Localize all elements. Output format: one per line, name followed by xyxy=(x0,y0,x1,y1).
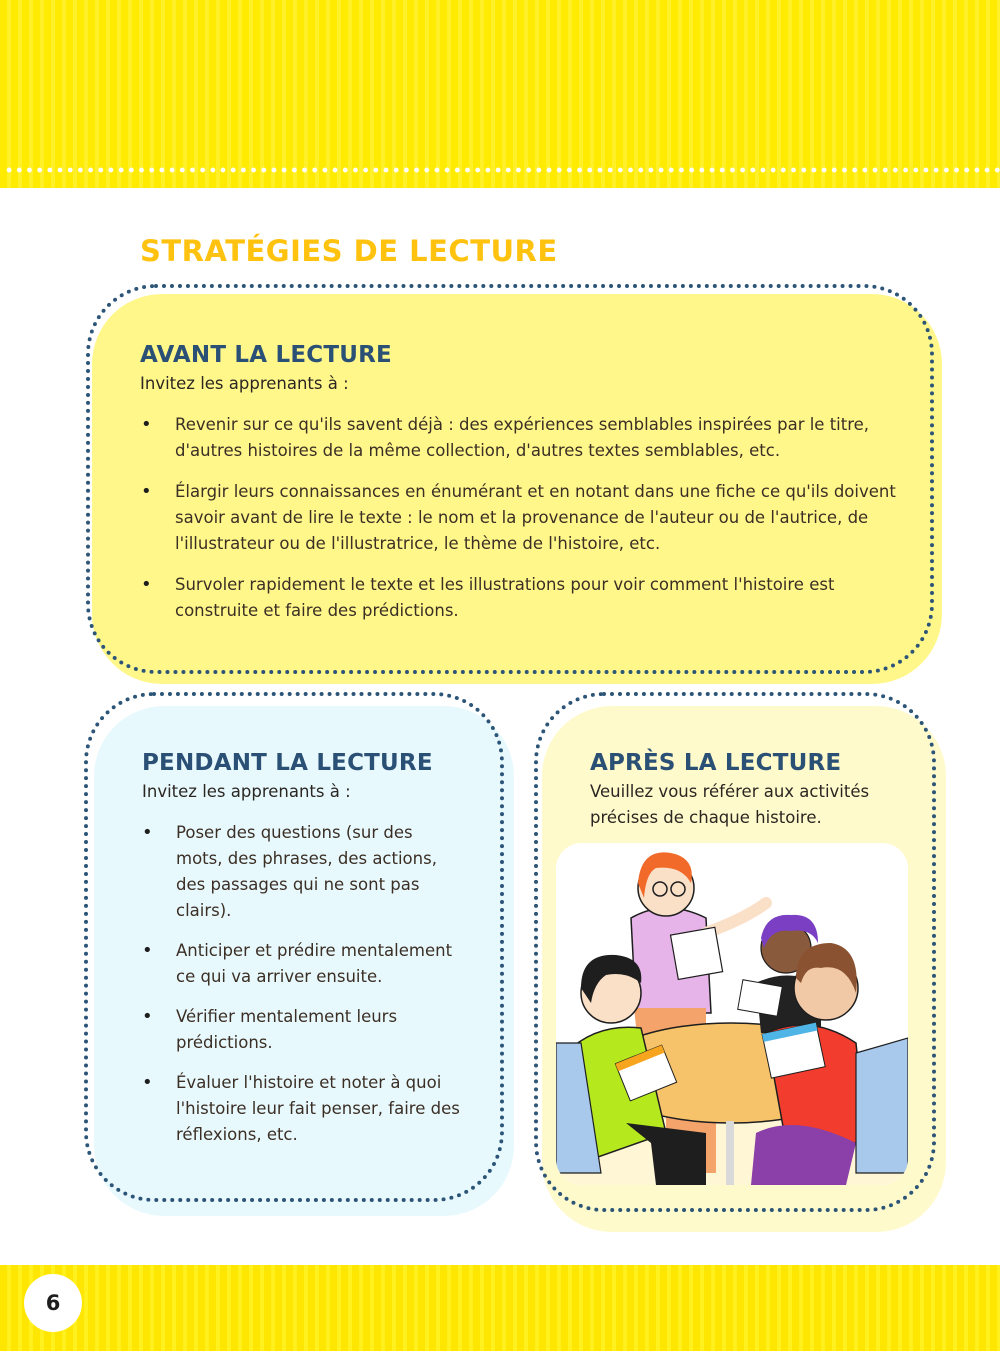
bullet-list xyxy=(142,820,462,1162)
section-intro: Veuillez vous référer aux activités précises de chaque histoire. xyxy=(590,782,870,827)
bullet-icon: • xyxy=(142,1006,153,1027)
page-title: STRATÉGIES DE LECTURE xyxy=(140,234,558,268)
group-reading-illustration xyxy=(556,843,908,1185)
list-item: • Élargir leurs connaissances en énumérant et en notant dans une fiche ce qu'ils doivent savoir avant de lire le texte : le nom et la provenance de l'auteur ou de l'autrice, de l'illustrateur ou de l'illustratrice, le thème de l'histoire, etc. xyxy=(141,481,896,553)
list-item: • Anticiper et prédire mentalement ce qui va arriver ensuite. xyxy=(142,940,453,986)
top-header-band xyxy=(0,0,1000,188)
list-item: • Vérifier mentalement leurs prédictions. xyxy=(142,1006,398,1052)
list-item: • Évaluer l'histoire et noter à quoi l'histoire leur fait penser, faire des réflexions, etc. xyxy=(142,1072,460,1144)
bottom-footer-band xyxy=(0,1265,1000,1351)
decorative-dot-row xyxy=(4,167,1000,173)
section-intro: Invitez les apprenants à : xyxy=(142,782,351,801)
section-intro: Invitez les apprenants à : xyxy=(140,374,349,393)
bullet-icon: • xyxy=(142,1072,153,1093)
page-number: 6 xyxy=(24,1274,82,1332)
bullet-icon: • xyxy=(142,822,153,843)
bullet-icon: • xyxy=(141,414,152,435)
section-avant-la-lecture xyxy=(86,284,942,684)
bullet-icon: • xyxy=(141,574,152,595)
section-pendant-la-lecture xyxy=(84,692,514,1216)
people-at-table-illustration xyxy=(556,843,908,1185)
list-item: • Revenir sur ce qu'ils savent déjà : des expériences semblables inspirées par le titre, d'autres histoires de la même collection, d'autres textes semblables, etc. xyxy=(141,414,870,460)
bullet-icon: • xyxy=(141,481,152,502)
section-title: AVANT LA LECTURE xyxy=(140,342,392,368)
list-item: • Survoler rapidement le texte et les illustrations pour voir comment l'histoire est construite et faire des prédictions. xyxy=(141,574,835,620)
list-item: • Poser des questions (sur des mots, des phrases, des actions, des passages qui ne sont pas clairs). xyxy=(142,822,437,920)
bullet-list xyxy=(141,412,901,639)
bullet-icon: • xyxy=(142,940,153,961)
section-title: PENDANT LA LECTURE xyxy=(142,750,433,776)
section-title: APRÈS LA LECTURE xyxy=(590,750,842,776)
